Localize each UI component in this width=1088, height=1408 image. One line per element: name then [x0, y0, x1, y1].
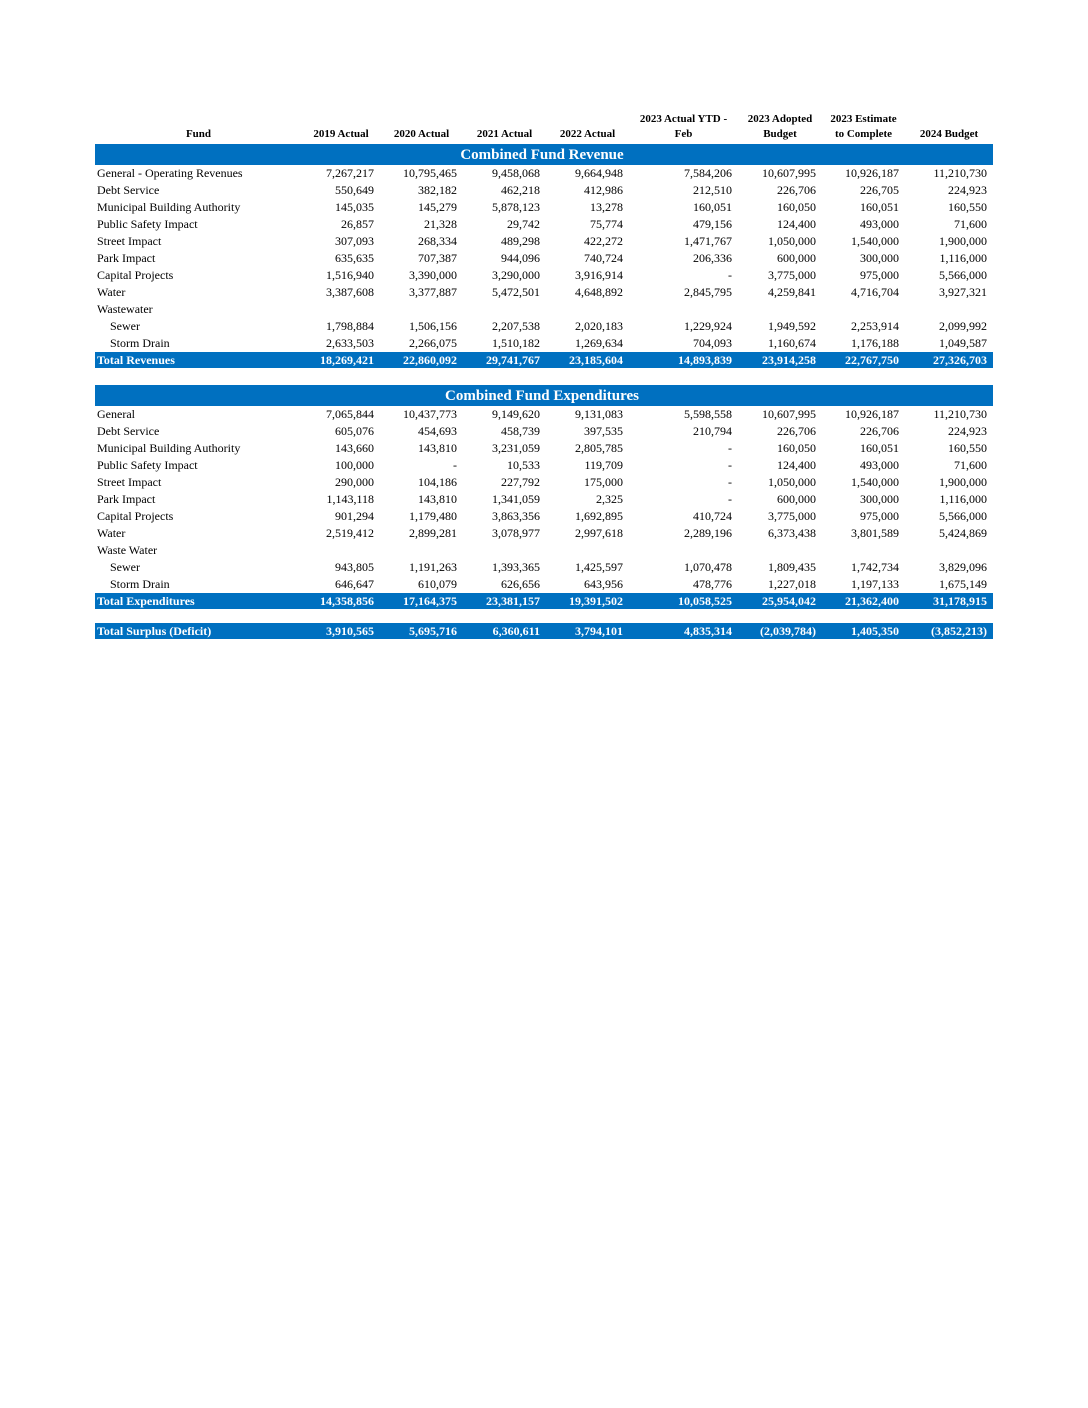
value-cell: 3,377,887 [409, 285, 457, 299]
value-cell: 458,739 [501, 424, 540, 438]
value-cell: 410,724 [693, 509, 732, 523]
value-cell: 1,393,365 [492, 560, 540, 574]
value-cell: 3,863,356 [492, 509, 540, 523]
column-header-row [95, 112, 993, 145]
value-cell: 1,341,059 [492, 492, 540, 506]
value-cell: 3,910,565 [302, 623, 380, 639]
revenue-row [95, 284, 993, 301]
value-cell: 22,860,092 [380, 352, 463, 368]
value-cell: - [728, 492, 732, 506]
total-revenues-row [95, 352, 993, 368]
header-2023-ytd-line1: 2023 Actual YTD - [639, 113, 728, 125]
value-cell: 610,079 [418, 577, 457, 591]
value-cell: 600,000 [777, 492, 816, 506]
fund-name-cell: Total Expenditures [95, 593, 302, 609]
value-cell: 11,210,730 [933, 166, 987, 180]
value-cell: 2,325 [596, 492, 623, 506]
value-cell: 2,207,538 [492, 319, 540, 333]
value-cell: 3,775,000 [768, 268, 816, 282]
value-cell: 2,253,914 [851, 319, 899, 333]
value-cell: 7,065,844 [326, 407, 374, 421]
value-cell: 160,051 [693, 200, 732, 214]
value-cell: 23,185,604 [546, 352, 629, 368]
value-cell: 5,566,000 [939, 509, 987, 523]
value-cell: 160,550 [948, 441, 987, 455]
value-cell: 1,900,000 [939, 475, 987, 489]
value-cell: 10,437,773 [403, 407, 457, 421]
fund-name-cell: Municipal Building Authority [97, 441, 241, 455]
fund-name-cell: Park Impact [97, 492, 156, 506]
value-cell: 2,845,795 [684, 285, 732, 299]
expenditure-row [95, 508, 993, 525]
value-cell: 1,116,000 [939, 492, 987, 506]
spacer-row [95, 609, 993, 623]
value-cell: 2,997,618 [575, 526, 623, 540]
value-cell: 21,328 [424, 217, 457, 231]
value-cell: 6,373,438 [768, 526, 816, 540]
value-cell: 2,099,992 [939, 319, 987, 333]
expenditure-row [95, 457, 993, 474]
budget-summary-sheet [95, 112, 993, 639]
value-cell: 14,358,856 [302, 593, 380, 609]
header-2023-adopted [738, 112, 822, 145]
value-cell: 1,050,000 [768, 234, 816, 248]
value-cell [380, 301, 463, 318]
value-cell: 643,956 [584, 577, 623, 591]
value-cell: 422,272 [584, 234, 623, 248]
value-cell: 975,000 [860, 509, 899, 523]
value-cell: 1,405,350 [822, 623, 905, 639]
value-cell: 478,776 [693, 577, 732, 591]
value-cell: 1,050,000 [768, 475, 816, 489]
value-cell: 1,197,133 [851, 577, 899, 591]
combined-fund-table [95, 112, 993, 639]
value-cell [822, 301, 905, 318]
value-cell: 143,810 [418, 441, 457, 455]
value-cell: 226,705 [860, 183, 899, 197]
value-cell [905, 542, 993, 559]
value-cell: 9,149,620 [492, 407, 540, 421]
value-cell: 2,899,281 [409, 526, 457, 540]
value-cell: 3,794,101 [546, 623, 629, 639]
revenue-row [95, 318, 993, 335]
value-cell: 160,550 [948, 200, 987, 214]
value-cell: 646,647 [335, 577, 374, 591]
value-cell: 145,035 [335, 200, 374, 214]
revenue-row [95, 182, 993, 199]
value-cell: 462,218 [501, 183, 540, 197]
value-cell: 29,741,767 [463, 352, 546, 368]
value-cell: 10,926,187 [845, 166, 899, 180]
value-cell: 212,510 [693, 183, 732, 197]
value-cell: 1,070,478 [684, 560, 732, 574]
value-cell: 1,160,674 [768, 336, 816, 350]
value-cell: 21,362,400 [822, 593, 905, 609]
value-cell: 75,774 [590, 217, 623, 231]
value-cell: 143,810 [418, 492, 457, 506]
table-body [95, 145, 993, 640]
fund-name-cell: Total Surplus (Deficit) [95, 623, 302, 639]
spacer-cell [95, 368, 993, 386]
value-cell: 1,540,000 [851, 234, 899, 248]
value-cell: 3,927,321 [939, 285, 987, 299]
value-cell: 3,290,000 [492, 268, 540, 282]
fund-name-cell: Sewer [110, 560, 140, 574]
value-cell: 31,178,915 [905, 593, 993, 609]
value-cell: 707,387 [418, 251, 457, 265]
value-cell: 224,923 [948, 183, 987, 197]
value-cell: 226,706 [777, 424, 816, 438]
fund-name-cell: Storm Drain [110, 336, 170, 350]
value-cell: 160,050 [777, 441, 816, 455]
value-cell: 71,600 [954, 458, 987, 472]
value-cell: 10,607,995 [762, 407, 816, 421]
header-2022-actual: 2022 Actual [559, 128, 616, 140]
value-cell: 10,795,465 [403, 166, 457, 180]
value-cell: 3,390,000 [409, 268, 457, 282]
header-2023-adopted-line1: 2023 Adopted [747, 113, 813, 125]
fund-name-cell: Total Revenues [95, 352, 302, 368]
value-cell: 1,742,734 [851, 560, 899, 574]
value-cell: 5,424,869 [939, 526, 987, 540]
value-cell: (3,852,213) [905, 623, 993, 639]
expenditure-row [95, 576, 993, 593]
value-cell: 382,182 [418, 183, 457, 197]
value-cell: 227,792 [501, 475, 540, 489]
value-cell: 1,900,000 [939, 234, 987, 248]
expenditure-row [95, 559, 993, 576]
value-cell: (2,039,784) [738, 623, 822, 639]
value-cell: 454,693 [418, 424, 457, 438]
value-cell: 210,794 [693, 424, 732, 438]
value-cell: 13,278 [590, 200, 623, 214]
value-cell [302, 542, 380, 559]
value-cell: 9,664,948 [575, 166, 623, 180]
value-cell: 268,334 [418, 234, 457, 248]
value-cell: - [728, 458, 732, 472]
value-cell: 124,400 [777, 217, 816, 231]
value-cell [629, 542, 738, 559]
value-cell: 626,656 [501, 577, 540, 591]
value-cell: - [728, 475, 732, 489]
fund-name-cell: Debt Service [97, 424, 160, 438]
value-cell: 3,801,589 [851, 526, 899, 540]
value-cell: 1,540,000 [851, 475, 899, 489]
revenue-row [95, 233, 993, 250]
value-cell: - [453, 458, 457, 472]
expenditure-row [95, 423, 993, 440]
value-cell: 17,164,375 [380, 593, 463, 609]
value-cell: 14,893,839 [629, 352, 738, 368]
fund-name-cell: Municipal Building Authority [97, 200, 241, 214]
value-cell: 25,954,042 [738, 593, 822, 609]
value-cell: 300,000 [860, 492, 899, 506]
header-fund: Fund [185, 128, 212, 140]
value-cell: 27,326,703 [905, 352, 993, 368]
fund-name-cell: Water [97, 285, 126, 299]
value-cell [738, 542, 822, 559]
value-cell: 2,266,075 [409, 336, 457, 350]
header-2023-estimate-line2: to Complete [834, 128, 893, 140]
fund-name-cell: Street Impact [97, 475, 162, 489]
revenue-row [95, 216, 993, 233]
value-cell: 740,724 [584, 251, 623, 265]
header-2023-estimate [822, 112, 905, 145]
value-cell: 1,116,000 [939, 251, 987, 265]
expenditures-section-header [95, 386, 993, 407]
value-cell: 3,775,000 [768, 509, 816, 523]
value-cell: 4,648,892 [575, 285, 623, 299]
value-cell: 1,692,895 [575, 509, 623, 523]
value-cell: 943,805 [335, 560, 374, 574]
header-2021-actual: 2021 Actual [476, 128, 533, 140]
value-cell: - [728, 268, 732, 282]
value-cell: 2,519,412 [326, 526, 374, 540]
value-cell: 5,598,558 [684, 407, 732, 421]
value-cell: 26,857 [341, 217, 374, 231]
fund-name-cell: Capital Projects [97, 268, 174, 282]
value-cell: 2,020,183 [575, 319, 623, 333]
value-cell: 493,000 [860, 458, 899, 472]
value-cell: 3,387,608 [326, 285, 374, 299]
value-cell: 124,400 [777, 458, 816, 472]
value-cell: 1,506,156 [409, 319, 457, 333]
value-cell: 29,742 [507, 217, 540, 231]
value-cell: 9,131,083 [575, 407, 623, 421]
value-cell: 1,143,118 [326, 492, 374, 506]
value-cell: 1,949,592 [768, 319, 816, 333]
value-cell [629, 301, 738, 318]
header-2024-budget: 2024 Budget [919, 128, 979, 140]
value-cell: 605,076 [335, 424, 374, 438]
value-cell: 600,000 [777, 251, 816, 265]
value-cell: 23,914,258 [738, 352, 822, 368]
spacer-cell [95, 609, 993, 623]
value-cell [738, 301, 822, 318]
total-surplus-row [95, 623, 993, 639]
value-cell: 23,381,157 [463, 593, 546, 609]
value-cell: 224,923 [948, 424, 987, 438]
value-cell [463, 301, 546, 318]
value-cell: - [728, 441, 732, 455]
value-cell: 175,000 [584, 475, 623, 489]
value-cell [463, 542, 546, 559]
header-2023-ytd-line2: Feb [674, 128, 693, 140]
value-cell: 4,835,314 [629, 623, 738, 639]
expenditure-row [95, 474, 993, 491]
revenue-row [95, 199, 993, 216]
value-cell: 1,798,884 [326, 319, 374, 333]
value-cell: 1,227,018 [768, 577, 816, 591]
expenditure-row [95, 491, 993, 508]
value-cell [546, 542, 629, 559]
value-cell: 300,000 [860, 251, 899, 265]
value-cell [546, 301, 629, 318]
value-cell: 160,051 [860, 441, 899, 455]
spacer-row [95, 368, 993, 386]
value-cell: 944,096 [501, 251, 540, 265]
fund-name-cell: Public Safety Impact [97, 458, 198, 472]
revenue-section-header [95, 145, 993, 166]
value-cell: 307,093 [335, 234, 374, 248]
value-cell: 10,058,525 [629, 593, 738, 609]
value-cell: 145,279 [418, 200, 457, 214]
total-expenditures-row [95, 593, 993, 609]
value-cell: 5,878,123 [492, 200, 540, 214]
value-cell: 71,600 [954, 217, 987, 231]
value-cell: 100,000 [335, 458, 374, 472]
value-cell: 1,269,634 [575, 336, 623, 350]
value-cell: 635,635 [335, 251, 374, 265]
value-cell: 5,695,716 [380, 623, 463, 639]
value-cell: 4,716,704 [851, 285, 899, 299]
expenditures-section-header-title: Combined Fund Expenditures [95, 386, 993, 407]
value-cell: 1,176,188 [851, 336, 899, 350]
value-cell: 18,269,421 [302, 352, 380, 368]
value-cell: 11,210,730 [933, 407, 987, 421]
value-cell: 290,000 [335, 475, 374, 489]
revenue-row [95, 267, 993, 284]
value-cell: 3,829,096 [939, 560, 987, 574]
value-cell: 1,510,182 [492, 336, 540, 350]
value-cell: 10,926,187 [845, 407, 899, 421]
value-cell: 6,360,611 [463, 623, 546, 639]
value-cell: 1,471,767 [684, 234, 732, 248]
header-2019-actual: 2019 Actual [313, 128, 369, 140]
fund-name-cell: General [97, 407, 135, 421]
value-cell: 1,049,587 [939, 336, 987, 350]
value-cell: 1,809,435 [768, 560, 816, 574]
value-cell [822, 542, 905, 559]
fund-name-cell: Park Impact [97, 251, 156, 265]
value-cell: 7,267,217 [326, 166, 374, 180]
expenditure-row [95, 440, 993, 457]
fund-name-cell: Storm Drain [110, 577, 170, 591]
revenue-row [95, 301, 993, 318]
header-2023-ytd [629, 112, 738, 145]
revenue-row [95, 335, 993, 352]
value-cell: 550,649 [335, 183, 374, 197]
expenditure-row [95, 542, 993, 559]
fund-name-cell: Debt Service [97, 183, 160, 197]
fund-name-cell: Capital Projects [97, 509, 174, 523]
value-cell: 3,231,059 [492, 441, 540, 455]
value-cell: 143,660 [335, 441, 374, 455]
value-cell: 975,000 [860, 268, 899, 282]
fund-name-cell: Sewer [110, 319, 140, 333]
value-cell: 19,391,502 [546, 593, 629, 609]
value-cell [380, 542, 463, 559]
value-cell: 160,050 [777, 200, 816, 214]
value-cell: 9,458,068 [492, 166, 540, 180]
value-cell: 4,259,841 [768, 285, 816, 299]
value-cell: 412,986 [584, 183, 623, 197]
value-cell: 160,051 [860, 200, 899, 214]
value-cell: 1,425,597 [575, 560, 623, 574]
value-cell: 7,584,206 [684, 166, 732, 180]
value-cell: 3,078,977 [492, 526, 540, 540]
expenditure-row [95, 525, 993, 542]
value-cell: 119,709 [584, 458, 623, 472]
value-cell: 3,916,914 [575, 268, 623, 282]
value-cell: 22,767,750 [822, 352, 905, 368]
value-cell: 2,805,785 [575, 441, 623, 455]
value-cell: 397,535 [584, 424, 623, 438]
fund-name-cell: Street Impact [97, 234, 162, 248]
revenue-row [95, 165, 993, 182]
value-cell: 10,533 [507, 458, 540, 472]
fund-name-cell: Waste Water [97, 543, 158, 557]
revenue-section-header-title: Combined Fund Revenue [95, 145, 993, 166]
header-2020-actual: 2020 Actual [393, 128, 450, 140]
value-cell: 1,516,940 [326, 268, 374, 282]
value-cell: 2,633,503 [326, 336, 374, 350]
value-cell: 5,472,501 [492, 285, 540, 299]
value-cell: 493,000 [860, 217, 899, 231]
value-cell [905, 301, 993, 318]
fund-name-cell: Water [97, 526, 126, 540]
value-cell: 704,093 [693, 336, 732, 350]
value-cell [302, 301, 380, 318]
expenditure-row [95, 406, 993, 423]
value-cell: 226,706 [860, 424, 899, 438]
value-cell: 1,229,924 [684, 319, 732, 333]
value-cell: 5,566,000 [939, 268, 987, 282]
value-cell: 206,336 [693, 251, 732, 265]
value-cell: 1,191,263 [409, 560, 457, 574]
fund-name-cell: General - Operating Revenues [97, 166, 243, 180]
header-2023-estimate-line1: 2023 Estimate [830, 113, 897, 125]
fund-name-cell: Public Safety Impact [97, 217, 198, 231]
value-cell: 10,607,995 [762, 166, 816, 180]
revenue-row [95, 250, 993, 267]
value-cell: 2,289,196 [684, 526, 732, 540]
header-2023-adopted-line2: Budget [763, 128, 797, 140]
value-cell: 901,294 [335, 509, 374, 523]
value-cell: 104,186 [418, 475, 457, 489]
value-cell: 226,706 [777, 183, 816, 197]
value-cell: 489,298 [501, 234, 540, 248]
value-cell: 1,675,149 [939, 577, 987, 591]
fund-name-cell: Wastewater [97, 302, 153, 316]
value-cell: 479,156 [693, 217, 732, 231]
value-cell: 1,179,480 [409, 509, 457, 523]
